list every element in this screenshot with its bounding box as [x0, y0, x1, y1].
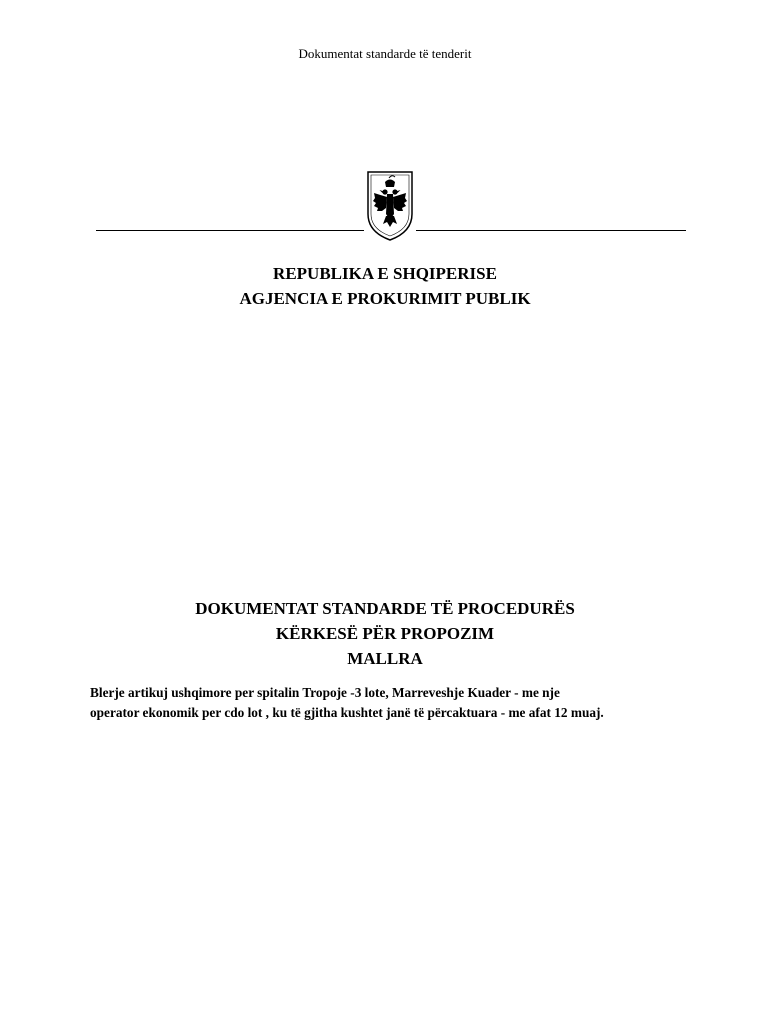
description-line-1: Blerje artikuj ushqimore per spitalin Tropoje -3 lote, Marreveshje Kuader - me nje [90, 685, 560, 700]
albanian-coat-of-arms-icon [366, 170, 414, 242]
description-line-2: operator ekonomik per cdo lot , ku të gjitha kushtet janë të përcaktuara - me afat 12 muaj. [90, 705, 604, 720]
agency-name: AGJENCIA E PROKURIMIT PUBLIK [239, 289, 531, 308]
running-header: Dokumentat standarde të tenderit [298, 46, 472, 61]
document-title [0, 596, 770, 671]
institution-heading [0, 261, 770, 311]
header-rule-left [96, 230, 364, 231]
country-name: REPUBLIKA E SHQIPERISE [273, 264, 497, 283]
procurement-description [90, 683, 700, 723]
document-title-line-2: KËRKESË PËR PROPOZIM [275, 624, 495, 643]
document-title-line-3: MALLRA [347, 649, 423, 668]
document-title-line-1: DOKUMENTAT STANDARDE TË PROCEDURËS [195, 599, 575, 618]
header-rule-right [416, 230, 686, 231]
